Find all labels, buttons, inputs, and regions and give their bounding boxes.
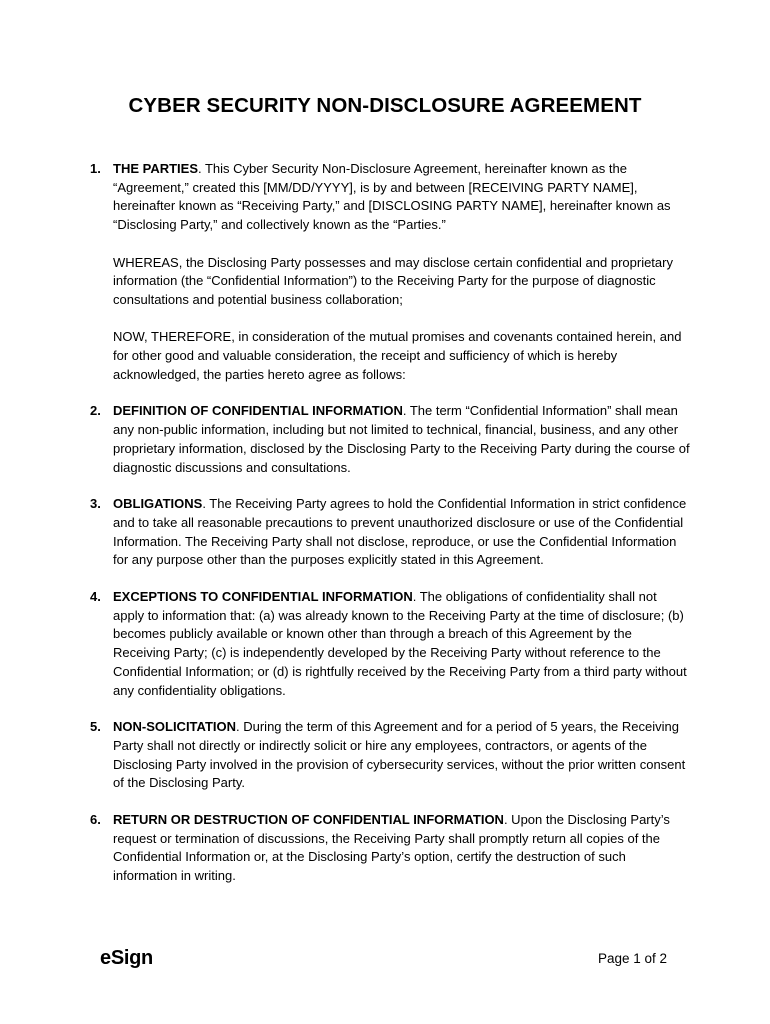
clause-obligations bbox=[90, 495, 690, 570]
clause-body bbox=[113, 160, 690, 235]
whereas-paragraph: WHEREAS, the Disclosing Party possesses and may disclose certain confidential and proprietary information (the “Confidential Information”) to the Receiving Party for the purpose of diagnostic consultations and potential business collaboration; bbox=[113, 254, 673, 307]
clause-text: . This Cyber Security Non-Disclosure Agreement, hereinafter known as the “Agreement,” created this [MM/DD/YYYY], is by and between [RECEIVING PARTY NAME], hereinafter known as “Receiving Party,” and [DISCLOSING PARTY NAME], hereinafter known as “Disclosing Party,” and collectively known as the “Parties.” bbox=[113, 161, 671, 233]
clause-number: 6. bbox=[90, 812, 101, 828]
now-therefore-paragraph: NOW, THEREFORE, in consideration of the mutual promises and covenants contained herein, and for other good and valuable consideration, the receipt and sufficiency of which is hereby acknowledged, the parties hereto agree as follows: bbox=[113, 329, 682, 382]
clause-text: . The Receiving Party agrees to hold the Confidential Information in strict confidence and to take all reasonable precautions to prevent unauthorized disclosure or use of the Confidential Information. The Receiving Party shall not disclose, reproduce, or use the Confidential Information for any purpose other than the purposes explicitly stated in this Agreement. bbox=[113, 496, 687, 568]
clause-text: . Upon the Disclosing Party’s request or termination of discussions, the Receiving Party shall promptly return all copies of the Confidential Information or, at the Disclosing Party’s option, certify the destruction of such information in writing. bbox=[113, 812, 670, 884]
clause-definition bbox=[90, 402, 690, 477]
clause-text: . During the term of this Agreement and for a period of 5 years, the Receiving Party shall not directly or indirectly solicit or hire any employees, contractors, or agents of the Disclosing Party involved in the provision of cybersecurity services, without the prior written consent of the Disclosing Party. bbox=[113, 719, 686, 791]
clause-body bbox=[113, 402, 690, 477]
page-number: Page 1 of 2 bbox=[597, 951, 667, 966]
clause-list bbox=[90, 160, 690, 904]
clause-heading: NON-SOLICITATION bbox=[113, 719, 237, 735]
clause-body bbox=[113, 495, 690, 570]
clause-number: 4. bbox=[90, 589, 101, 605]
clause-body bbox=[113, 811, 690, 886]
clause-text: . The obligations of confidentiality shall not apply to information that: (a) was already known to the Receiving Party at the time of disclosure; (b) becomes publicly available or known other than through a breach of this Agreement by the Receiving Party; (c) is independently developed by the Receiving Party without reference to the Confidential Information; or (d) is rightfully received by the Receiving Party from a third party without any confidentiality obligations. bbox=[113, 589, 687, 698]
clause-number: 2. bbox=[90, 403, 101, 419]
clause-number: 3. bbox=[90, 496, 101, 512]
esign-logo: eSign bbox=[100, 947, 153, 969]
clause-text: . The term “Confidential Information” shall mean any non-public information, including but not limited to technical, financial, business, and any other proprietary information, disclosed by the Disclosing Party to the Receiving Party during the course of diagnostic discussions and consultations. bbox=[113, 403, 690, 475]
clause-heading: EXCEPTIONS TO CONFIDENTIAL INFORMATION bbox=[113, 589, 413, 605]
clause-heading: RETURN OR DESTRUCTION OF CONFIDENTIAL INFORMATION bbox=[113, 812, 504, 828]
clause-parties bbox=[90, 160, 690, 384]
clause-heading: THE PARTIES bbox=[113, 161, 198, 176]
clause-exceptions bbox=[90, 588, 690, 700]
clause-return-or-destruction bbox=[90, 811, 690, 886]
clause-number: 5. bbox=[90, 719, 101, 735]
clause-body bbox=[113, 588, 690, 700]
clause-number: 1. bbox=[90, 161, 101, 176]
clause-heading: DEFINITION OF CONFIDENTIAL INFORMATION bbox=[113, 403, 403, 419]
clause-heading: OBLIGATIONS bbox=[113, 496, 203, 512]
clause-body bbox=[113, 718, 690, 793]
clause-non-solicitation bbox=[90, 718, 690, 793]
document-title: CYBER SECURITY NON-DISCLOSURE AGREEMENT bbox=[128, 94, 642, 117]
